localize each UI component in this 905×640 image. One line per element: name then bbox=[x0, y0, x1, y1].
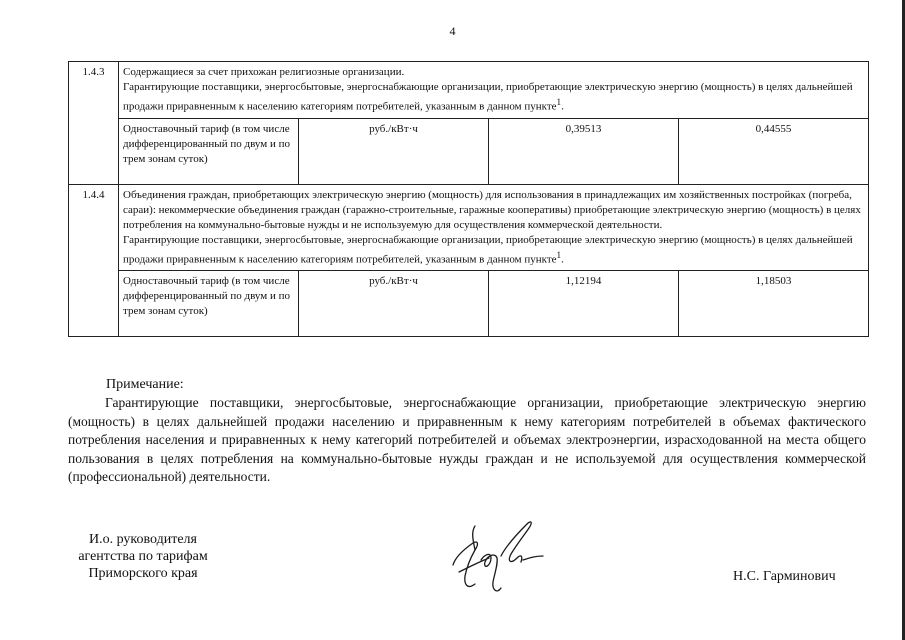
description-paragraph: Содержащиеся за счет прихожан религиозные организации. bbox=[123, 66, 405, 78]
signatory-name: Н.С. Гарминович bbox=[733, 569, 836, 584]
description-paragraph: Объединения граждан, приобретающих электрическую энергию (мощность) для использования в принадлежащих им хозяйственных постройках (погреба, сараи): некоммерческие объединения граждан (гаражно-строительные, гаражные кооперативы) приобретающие электрическую энергию (мощность) в целях потребления на коммунально-бытовые нужды и не используемую для осуществления коммерческой деятельности. bbox=[123, 188, 861, 231]
table-row bbox=[69, 62, 869, 119]
page-number: 4 bbox=[449, 24, 456, 38]
position-line: агентства по тарифам bbox=[78, 549, 208, 564]
tariff-unit: руб./кВт·ч bbox=[299, 271, 489, 337]
table-row bbox=[69, 271, 869, 337]
position-line: И.о. руководителя bbox=[88, 532, 197, 547]
tariff-value-second-half: 0,44555 bbox=[679, 118, 869, 184]
note-body: Гарантирующие поставщики, энергосбытовые, энергоснабжающие организации, приобретающие электрическую энергию (мощность) в целях дальнейшей продажи населению и приравненным к нему категориям потребителей в объемах фактического потребления населения и приравненных к нему категорий потребителей и объемах электроэнергии, израсходованной на места общего пользования в целях потребления на коммунально-бытовые нужды граждан и не используемой для осуществления коммерческой (профессиональной) деятельности. bbox=[68, 395, 866, 484]
table-row bbox=[69, 184, 869, 271]
description-paragraph: Гарантирующие поставщики, энергосбытовые, энергоснабжающие организации, приобретающие электрическую энергию (мощность) в целях дальнейшей продажи приравненным к населению категориям потребителей, указанным в данном пункте$^1$. bbox=[123, 233, 853, 266]
tariff-value-first-half: 0,39513 bbox=[489, 118, 679, 184]
tariff-label: Одноставочный тариф (в том числе дифференцированный по двум и по трем зонам суток) bbox=[119, 271, 299, 337]
note-title: Примечание: bbox=[106, 377, 184, 392]
table-row bbox=[69, 118, 869, 184]
signatory-position bbox=[68, 531, 218, 582]
row-number: 1.4.4 bbox=[69, 184, 119, 337]
footnote-mark: 1 bbox=[556, 97, 562, 107]
tariff-label: Одноставочный тариф (в том числе дифференцированный по двум и по трем зонам суток) bbox=[119, 118, 299, 184]
category-description bbox=[119, 184, 869, 271]
category-description bbox=[119, 62, 869, 119]
footnote-mark: 1 bbox=[556, 249, 562, 260]
tariff-value-second-half: 1,18503 bbox=[679, 271, 869, 337]
position-line: Приморского края bbox=[88, 566, 198, 581]
tariff-unit: руб./кВт·ч bbox=[299, 118, 489, 184]
tariff-table bbox=[68, 61, 869, 337]
handwritten-signature bbox=[445, 510, 565, 605]
tariff-value-first-half: 1,12194 bbox=[489, 271, 679, 337]
row-number: 1.4.3 bbox=[69, 62, 119, 185]
description-paragraph: Гарантирующие поставщики, энергосбытовые, энергоснабжающие организации, приобретающие электрическую энергию (мощность) в целях дальнейшей продажи приравненным к населению категориям потребителей, указанным в данном пункте$^1$. bbox=[123, 81, 853, 113]
